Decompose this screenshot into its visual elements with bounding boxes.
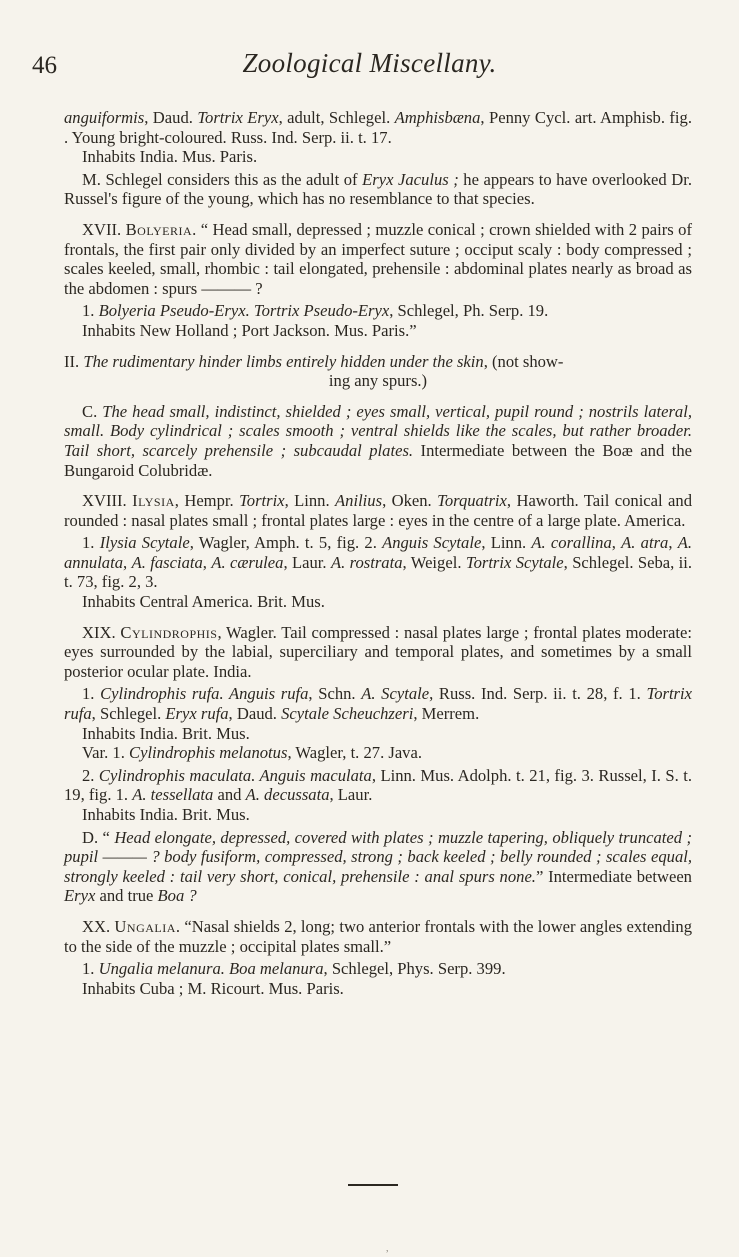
paragraph: 1. Bolyeria Pseudo-Eryx. Tortrix Pseudo-Eryx, Schlegel, Ph. Serp. 19. Inhabits New Holland ; Port Jackson. Mus. Paris.”	[82, 301, 549, 340]
page-header	[32, 48, 707, 88]
paragraph: XVIII. Ilysia, Hempr. Tortrix, Linn. Anilius, Oken. Torquatrix, Haworth. Tail conical and rounded : nasal plates small ; frontal plates large : eyes in the centre of a large plate. America.	[64, 491, 693, 530]
paragraph: 1. Ilysia Scytale, Wagler, Amph. t. 5, fig. 2. Anguis Scytale, Linn. A. corallina, A. atra, A. annulata, A. fasciata, A. cærulea, Laur. A. rostrata, Weigel. Tortrix Scytale, Schlegel. Seba, ii. t. 73, fig. 2, 3. Inhabits Central America. Brit. Mus.	[64, 533, 693, 612]
paragraph: 1. Ungalia melanura. Boa melanura, Schlegel, Phys. Serp. 399. Inhabits Cuba ; M. Ricourt. Mus. Paris.	[82, 959, 506, 998]
paragraph: XIX. Cylindrophis, Wagler. Tail compressed : nasal plates large ; frontal plates moderate: eyes surrounded by the labial, superciliary and temporal plates, and sometimes by a small posterior ocular plate. India.	[64, 622, 692, 681]
end-rule	[348, 1184, 398, 1186]
page-number: 46	[32, 52, 57, 79]
paragraph: 1. Cylindrophis rufa. Anguis rufa, Schn. A. Scytale, Russ. Ind. Serp. ii. t. 28, f. 1. Tortrix rufa, Schlegel. Eryx rufa, Daud. Scytale Scheuchzeri, Merrem. Inhabits India. Brit. Mus. Var. 1. Cylindrophis melanotus, Wagler, t. 27. Java.	[64, 684, 692, 763]
paragraph: anguiformis, Daud. Tortrix Eryx, adult, Schlegel. Amphisbæna, Penny Cycl. art. Amphisb. fig. . Young bright-coloured. Russ. Ind. Serp. ii. t. 17. Inhabits India. Mus. Paris.	[64, 108, 692, 167]
paragraph: XVII. Bolyeria. “ Head small, depressed ; muzzle conical ; crown shielded with 2 pairs of frontals, the first pair only divided by an imperfect suture ; occiput scaly : body compressed ; scales keeled, small, rhombic : tail elongated, prehensile : abdominal plates nearly as broad as the abdomen : spurs ——— ?	[64, 219, 692, 298]
body-text	[64, 108, 692, 998]
page-mark: ,	[386, 1243, 389, 1254]
paragraph: M. Schlegel considers this as the adult of Eryx Jaculus ; he appears to have overlooked Dr. Russel's figure of the young, which has no resemblance to that species.	[64, 169, 692, 209]
paragraph: C. The head small, indistinct, shielded ; eyes small, vertical, pupil round ; nostrils lateral, small. Body cylindrical ; scales smooth ; ventral shields like the scales, but rather broader. Tail short, scarcely prehensile ; subcaudal plates. Intermediate between the Boæ and the Bungaroid Colubridæ.	[64, 401, 692, 480]
paragraph: XX. Ungalia. “Nasal shields 2, long; two anterior frontals with the lower angles extending to the side of the muzzle ; occipital plates small.”	[64, 916, 692, 956]
paragraph: II. The rudimentary hinder limbs entirely hidden under the skin, (not show- ing any spurs.)	[64, 351, 564, 391]
paragraph: 2. Cylindrophis maculata. Anguis maculata, Linn. Mus. Adolph. t. 21, fig. 3. Russel, I. S. t. 19, fig. 1. A. tessellata and A. decussata, Laur. Inhabits India. Brit. Mus.	[64, 765, 693, 824]
running-title: Zoological Miscellany.	[242, 48, 497, 78]
paragraph: D. “ Head elongate, depressed, covered with plates ; muzzle tapering, obliquely truncated ; pupil ——— ? body fusiform, compressed, strong ; back keeled ; belly rounded ; scales equal, strongly keeled : tail very short, conical, prehensile : anal spurs none.” Intermediate between Eryx and true Boa ?	[64, 827, 693, 906]
